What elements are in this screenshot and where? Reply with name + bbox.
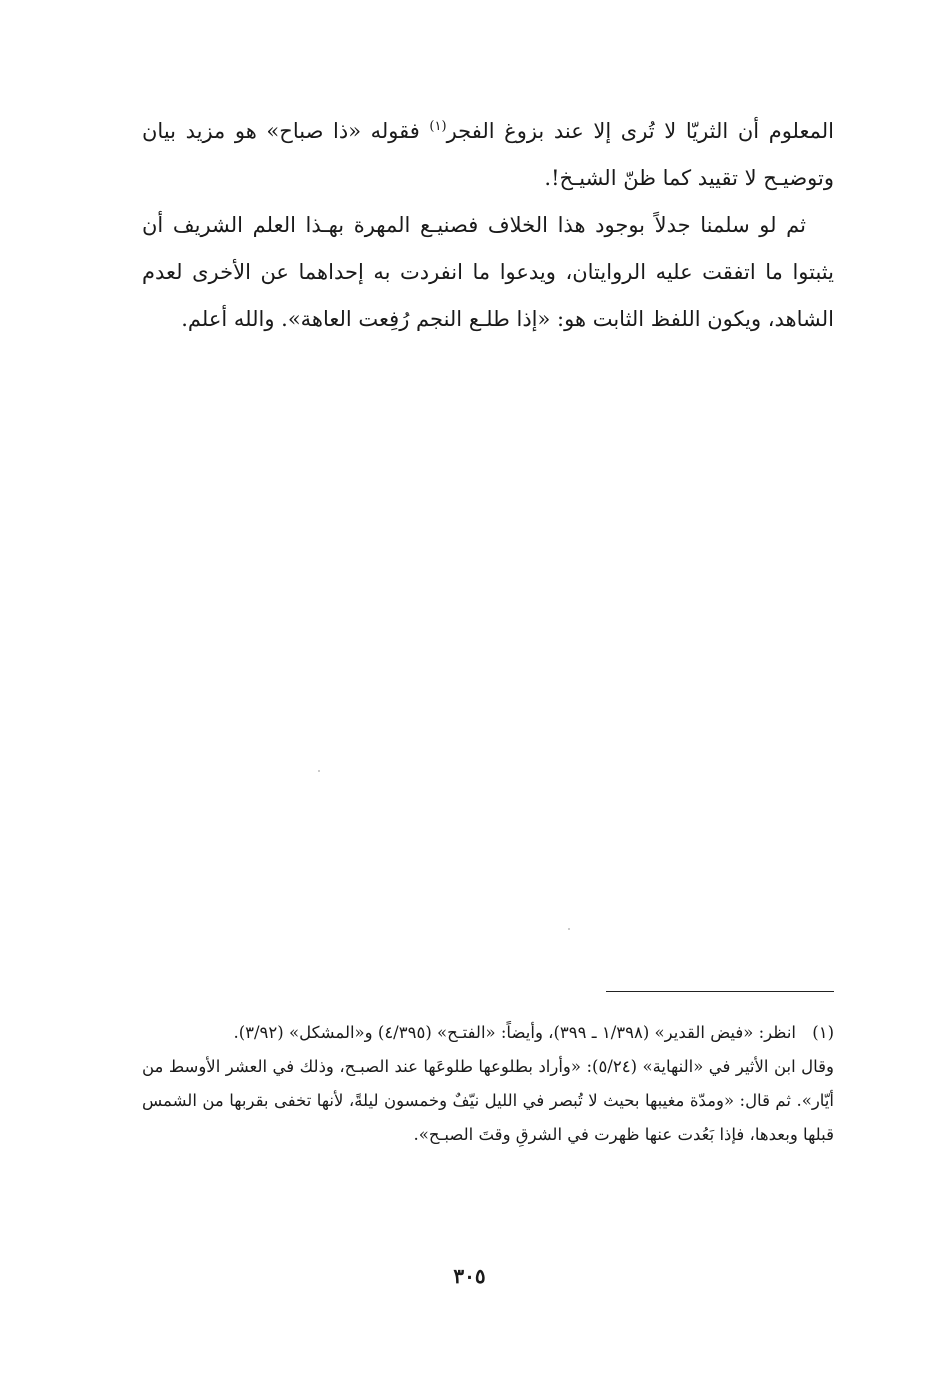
main-text-body [142,108,834,343]
paragraph-2: ثم لو سلمنا جدلاً بوجود هذا الخلاف فصنيـع المهرة بهـذا العلم الشريف أن يثبتوا ما اتفقت عليه الروايتان، ويدعوا ما انفردت به إحداهما عن الأخرى لعدم الشاهد، ويكون اللفظ الثابت هو: «إذا طلـع النجم رُفِعت العاهة». والله أعلم. [142,213,834,331]
footnote-1 [142,1016,834,1050]
paragraph-1-continuation: فقوله «ذا صباح» هو مزيد بيان وتوضيـح لا تقييد كما ظنّ الشيـخ!. [142,119,834,190]
page-number: ٣٠٥ [453,1264,486,1288]
paragraph-1-text: المعلوم أن الثريّا لا تُرى إلا عند بزوغ الفجر [446,119,834,143]
footnote-separator-rule [606,991,834,992]
footnote-reference-marker[interactable]: (١) [429,119,447,134]
scan-speck [568,928,570,930]
footnote-1-quotation: وقال ابن الأثير في «النهاية» (٥/٢٤): «وأراد بطلوعها طلوعَها عند الصبـح، وذلك في العشر الأوسط من أيّار». ثم قال: «ومدّة مغيبها بحيث لا تُبصر في الليل نيّفٌ وخمسون ليلةً، لأنها تخفى بقربها من الشمس قبلها وبعدها، فإذا بَعُدت عنها ظهرت في الشرقِ وقتَ الصبـح». [142,1057,834,1144]
scan-speck [318,770,320,772]
footnote-1-citation: انظر: «فيض القدير» (١/٣٩٨ ـ ٣٩٩)، وأيضاً: «الفتـح» (٤/٣٩٥) و«المشكل» (٣/٩٢). [233,1023,796,1042]
footnote-number: (١) [812,1023,834,1042]
footnotes-section [142,1016,834,1152]
paragraph-1 [142,108,834,202]
